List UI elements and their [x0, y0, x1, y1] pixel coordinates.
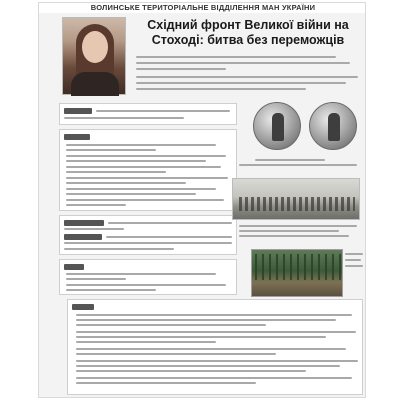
historical-photo-troops [232, 178, 360, 220]
author-photo [62, 17, 126, 95]
medals-image [247, 100, 365, 168]
conclusions-card [67, 299, 363, 395]
medal-left [253, 102, 301, 150]
methods-card [59, 259, 237, 295]
poster-title: Східний фронт Великої війни на Стоході: битва без переможців [147, 18, 349, 47]
author-info-block [134, 53, 362, 97]
forest-caption [345, 253, 363, 255]
aim-card [59, 103, 237, 125]
troops-caption [239, 225, 357, 227]
photo-face [82, 31, 108, 63]
object-subject-card [59, 215, 237, 255]
poster [38, 2, 366, 398]
medals-caption [255, 159, 325, 161]
medal-right [309, 102, 357, 150]
photo-memorial-forest [251, 249, 343, 297]
photo-body [71, 72, 119, 96]
header-text: ВОЛИНСЬКЕ ТЕРИТОРІАЛЬНЕ ВІДДІЛЕННЯ МАН УКРАЇНИ [39, 3, 366, 13]
tasks-card [59, 129, 237, 211]
